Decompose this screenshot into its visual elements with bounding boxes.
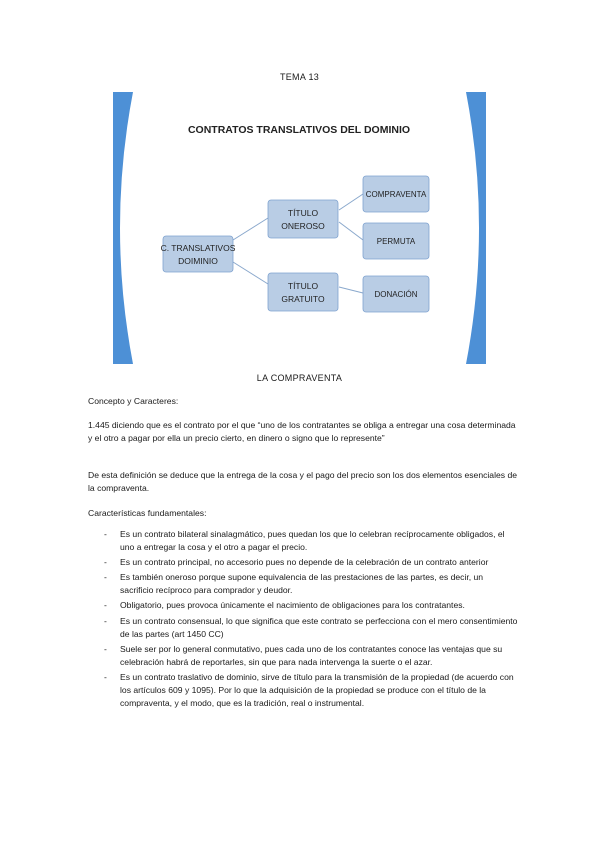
compraventa-node-label: COMPRAVENTA: [365, 190, 427, 199]
section-title: LA COMPRAVENTA: [256, 373, 343, 383]
diagram-title: CONTRATOS TRANSLATIVOS DEL DOMINIO: [187, 124, 411, 136]
list-item-text: Es un contrato traslativo de dominio, sirve de título para la transmisión de la propiedad (de acuerdo con los artículos 609 y 1095). Por lo que la adquisición de la propiedad se produce con el título de la compraventa, y el modo, que es la tradición, real o instrumental.: [120, 671, 514, 709]
root-node-box: [163, 236, 233, 272]
list-item: [88, 671, 518, 710]
onerous-node-line2: ONEROSO: [281, 221, 325, 231]
list-item: [88, 615, 518, 641]
concept-heading: Concepto y Caracteres:: [88, 396, 179, 406]
gratuitous-node-line1: TÍTULO: [287, 281, 319, 291]
list-item: [88, 643, 518, 669]
gratuitous-node-box: [268, 273, 338, 311]
onerous-node-box: [268, 200, 338, 238]
bullet-dash: -: [104, 643, 107, 654]
bullet-dash: -: [104, 557, 107, 568]
definition-paragraph: 1.445 diciendo que es el contrato por el que “uno de los contratantes se obliga a entregar una cosa determinada y el otro a pagar por ella un precio cierto, en dinero o signo que lo represente”: [88, 420, 516, 443]
gratuitous-node-line2: GRATUITO: [281, 294, 325, 304]
diagram-svg: [113, 92, 486, 364]
list-item-text: Es también oneroso porque supone equivalencia de las prestaciones de las partes, es decir, un sacrificio recíproco para comprador y deudor.: [120, 572, 484, 596]
list-item: [88, 528, 518, 554]
left-frame-arc: [113, 92, 133, 364]
list-item: [88, 571, 518, 597]
characteristics-list: [88, 528, 518, 712]
deduction-paragraph: De esta definición se deduce que la entrega de la cosa y el pago del precio son los dos elementos esenciales de la compraventa.: [88, 470, 518, 493]
list-item-text: Es un contrato consensual, lo que significa que este contrato se perfecciona con el mero consentimiento de las partes (art 1450 CC): [120, 615, 518, 639]
bullet-dash: -: [104, 529, 107, 539]
list-item: [88, 599, 518, 612]
list-item-text: Obligatorio, pues provoca únicamente el nacimiento de obligaciones para los contratantes.: [120, 600, 465, 611]
list-item-text: Es un contrato bilateral sinalagmático, pues quedan los que lo celebran recíprocamente obligados, el uno a entregar la cosa y el otro a pagar el precio.: [120, 529, 505, 553]
page-title: TEMA 13: [279, 72, 320, 82]
right-frame-arc: [466, 92, 486, 364]
bullet-dash: -: [104, 572, 107, 583]
bullet-dash: -: [104, 600, 107, 611]
onerous-node-line1: TÍTULO: [287, 208, 319, 218]
characteristics-heading: Características fundamentales:: [88, 508, 207, 518]
contracts-diagram: [113, 92, 486, 364]
list-item-text: Es un contrato principal, no accesorio pues no depende de la celebración de un contrato anterior: [120, 557, 489, 568]
list-item-text: Suele ser por lo general conmutativo, pues cada uno de los contratantes conoce las ventajas que su celebración habrá de reportarles, sin que para nada intervenga la suerte o el azar.: [120, 643, 503, 667]
list-item: [88, 556, 518, 569]
bullet-dash: -: [104, 671, 107, 682]
root-node-line1: C. TRANSLATIVOS: [160, 243, 236, 253]
root-node-line2: DOIMINIO: [178, 256, 218, 266]
donacion-node-label: DONACIÓN: [374, 290, 418, 299]
bullet-dash: -: [104, 615, 107, 626]
permuta-node-label: PERMUTA: [376, 237, 416, 246]
